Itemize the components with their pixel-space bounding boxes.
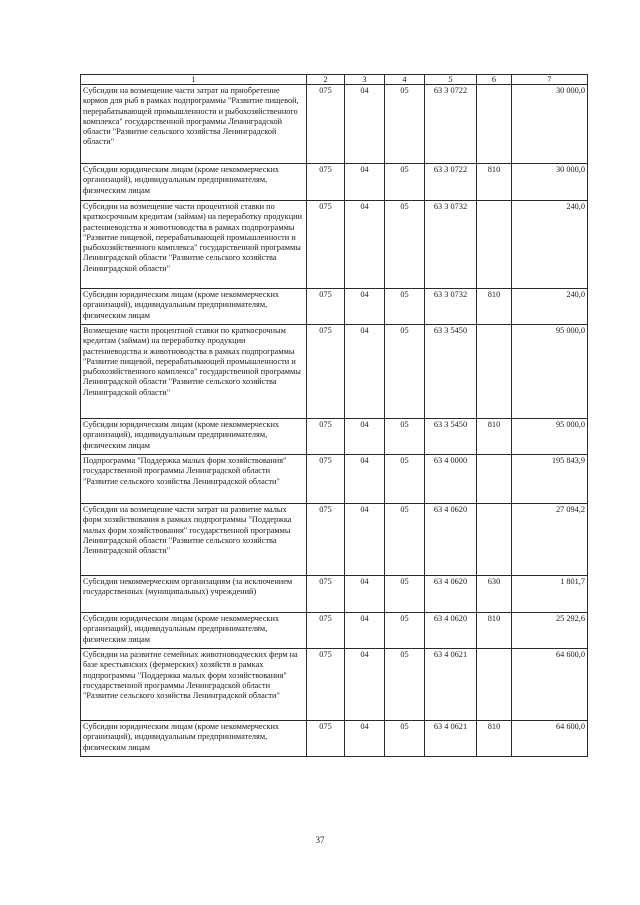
target-article-code: 63 3 0732 (425, 289, 477, 325)
section-code: 04 (345, 504, 385, 576)
table-row (81, 164, 588, 201)
ministry-code: 075 (307, 201, 345, 289)
table-row (81, 455, 588, 504)
target-article-code: 63 4 0621 (425, 649, 477, 721)
item-name: Подпрограмма "Поддержка малых форм хозяйствования" государственной программы Ленинградской области "Развитие сельского хозяйства Ленинградской области" (81, 455, 307, 504)
amount: 64 600,0 (512, 649, 588, 721)
table-row (81, 201, 588, 289)
expense-type-code (477, 85, 512, 164)
table-row (81, 504, 588, 576)
item-name: Субсидии на возмещение части затрат на приобретение кормов для рыб в рамках подпрограммы "Развитие пищевой, перерабатывающей промышленности и рыбохозяйственного комплекса" государственной программы Ленинградской области "Развитие сельского хозяйства Ленинградской области" (81, 85, 307, 164)
amount: 95 000,0 (512, 325, 588, 419)
table-row (81, 289, 588, 325)
ministry-code: 075 (307, 289, 345, 325)
section-code: 04 (345, 289, 385, 325)
ministry-code: 075 (307, 455, 345, 504)
amount: 195 843,9 (512, 455, 588, 504)
table-row (81, 325, 588, 419)
expense-type-code: 810 (477, 613, 512, 649)
amount: 240,0 (512, 289, 588, 325)
expense-type-code (477, 325, 512, 419)
item-name: Субсидии на развитие семейных животноводческих ферм на базе крестьянских (фермерских) хозяйств в рамках подпрограммы "Поддержка малых форм хозяйствования" государственной программы Ленинградской области "Развитие сельского хозяйства Ленинградской области" (81, 649, 307, 721)
expense-type-code (477, 455, 512, 504)
amount: 25 292,6 (512, 613, 588, 649)
column-header-7: 7 (512, 75, 588, 85)
expense-type-code: 810 (477, 721, 512, 757)
column-header-4: 4 (385, 75, 425, 85)
amount: 95 000,0 (512, 419, 588, 455)
section-code: 04 (345, 85, 385, 164)
column-header-3: 3 (345, 75, 385, 85)
table-row (81, 649, 588, 721)
expense-type-code (477, 201, 512, 289)
target-article-code: 63 3 0732 (425, 201, 477, 289)
amount: 27 094,2 (512, 504, 588, 576)
section-code: 04 (345, 325, 385, 419)
subsection-code: 05 (385, 721, 425, 757)
subsection-code: 05 (385, 419, 425, 455)
expense-type-code: 810 (477, 289, 512, 325)
item-name: Субсидии юридическим лицам (кроме некоммерческих организаций), индивидуальным предпринимателям, физическим лицам (81, 419, 307, 455)
subsection-code: 05 (385, 164, 425, 201)
expense-type-code: 810 (477, 164, 512, 201)
ministry-code: 075 (307, 613, 345, 649)
section-code: 04 (345, 201, 385, 289)
table-row (81, 576, 588, 613)
amount: 30 000,0 (512, 85, 588, 164)
ministry-code: 075 (307, 419, 345, 455)
page-number: 37 (315, 835, 325, 845)
amount: 30 000,0 (512, 164, 588, 201)
item-name: Субсидии юридическим лицам (кроме некоммерческих организаций), индивидуальным предпринимателям, физическим лицам (81, 164, 307, 201)
item-name: Субсидии на возмещение части процентной ставки по краткосрочным кредитам (займам) на переработку продукции растениеводства и животноводства в рамках подпрограммы "Развитие пищевой, перерабатывающей промышленности и рыбохозяйственного комплекса" государственной программы Ленинградской области "Развитие сельского хозяйства Ленинградской области" (81, 201, 307, 289)
subsection-code: 05 (385, 289, 425, 325)
ministry-code: 075 (307, 325, 345, 419)
target-article-code: 63 4 0620 (425, 504, 477, 576)
subsection-code: 05 (385, 576, 425, 613)
section-code: 04 (345, 576, 385, 613)
target-article-code: 63 3 5450 (425, 419, 477, 455)
target-article-code: 63 4 0620 (425, 576, 477, 613)
section-code: 04 (345, 455, 385, 504)
expense-type-code (477, 504, 512, 576)
section-code: 04 (345, 649, 385, 721)
target-article-code: 63 3 5450 (425, 325, 477, 419)
ministry-code: 075 (307, 85, 345, 164)
amount: 64 600,0 (512, 721, 588, 757)
column-header-5: 5 (425, 75, 477, 85)
target-article-code: 63 4 0621 (425, 721, 477, 757)
item-name: Возмещение части процентной ставки по краткосрочным кредитам (займам) на переработку продукции растениеводства и животноводства в рамках подпрограммы "Развитие пищевой, перерабатывающей промышленности и рыбохозяйственного комплекса" государственной программы Ленинградской области "Развитие сельского хозяйства Ленинградской области" (81, 325, 307, 419)
target-article-code: 63 4 0000 (425, 455, 477, 504)
item-name: Субсидии некоммерческим организациям (за исключением государственных (муниципальных) учреждений) (81, 576, 307, 613)
subsection-code: 05 (385, 455, 425, 504)
ministry-code: 075 (307, 164, 345, 201)
expense-type-code (477, 649, 512, 721)
subsection-code: 05 (385, 504, 425, 576)
section-code: 04 (345, 613, 385, 649)
expense-type-code: 630 (477, 576, 512, 613)
item-name: Субсидии на возмещение части затрат на развитие малых форм хозяйствования в рамках подпрограммы "Поддержка малых форм хозяйствования" государственной программы Ленинградской области "Развитие сельского хозяйства Ленинградской области" (81, 504, 307, 576)
column-header-1: 1 (81, 75, 307, 85)
subsection-code: 05 (385, 85, 425, 164)
target-article-code: 63 3 0722 (425, 164, 477, 201)
subsection-code: 05 (385, 649, 425, 721)
column-header-2: 2 (307, 75, 345, 85)
column-header-6: 6 (477, 75, 512, 85)
table-row (81, 721, 588, 757)
section-code: 04 (345, 419, 385, 455)
table-row (81, 85, 588, 164)
ministry-code: 075 (307, 504, 345, 576)
budget-table (80, 74, 588, 757)
ministry-code: 075 (307, 721, 345, 757)
table-row (81, 419, 588, 455)
table-header-row (81, 75, 588, 85)
table-body (81, 85, 588, 757)
item-name: Субсидии юридическим лицам (кроме некоммерческих организаций), индивидуальным предпринимателям, физическим лицам (81, 721, 307, 757)
ministry-code: 075 (307, 649, 345, 721)
section-code: 04 (345, 721, 385, 757)
amount: 240,0 (512, 201, 588, 289)
item-name: Субсидии юридическим лицам (кроме некоммерческих организаций), индивидуальным предпринимателям, физическим лицам (81, 289, 307, 325)
subsection-code: 05 (385, 325, 425, 419)
table-row (81, 613, 588, 649)
amount: 1 801,7 (512, 576, 588, 613)
ministry-code: 075 (307, 576, 345, 613)
item-name: Субсидии юридическим лицам (кроме некоммерческих организаций), индивидуальным предпринимателям, физическим лицам (81, 613, 307, 649)
expense-type-code: 810 (477, 419, 512, 455)
target-article-code: 63 3 0722 (425, 85, 477, 164)
subsection-code: 05 (385, 201, 425, 289)
subsection-code: 05 (385, 613, 425, 649)
target-article-code: 63 4 0620 (425, 613, 477, 649)
section-code: 04 (345, 164, 385, 201)
